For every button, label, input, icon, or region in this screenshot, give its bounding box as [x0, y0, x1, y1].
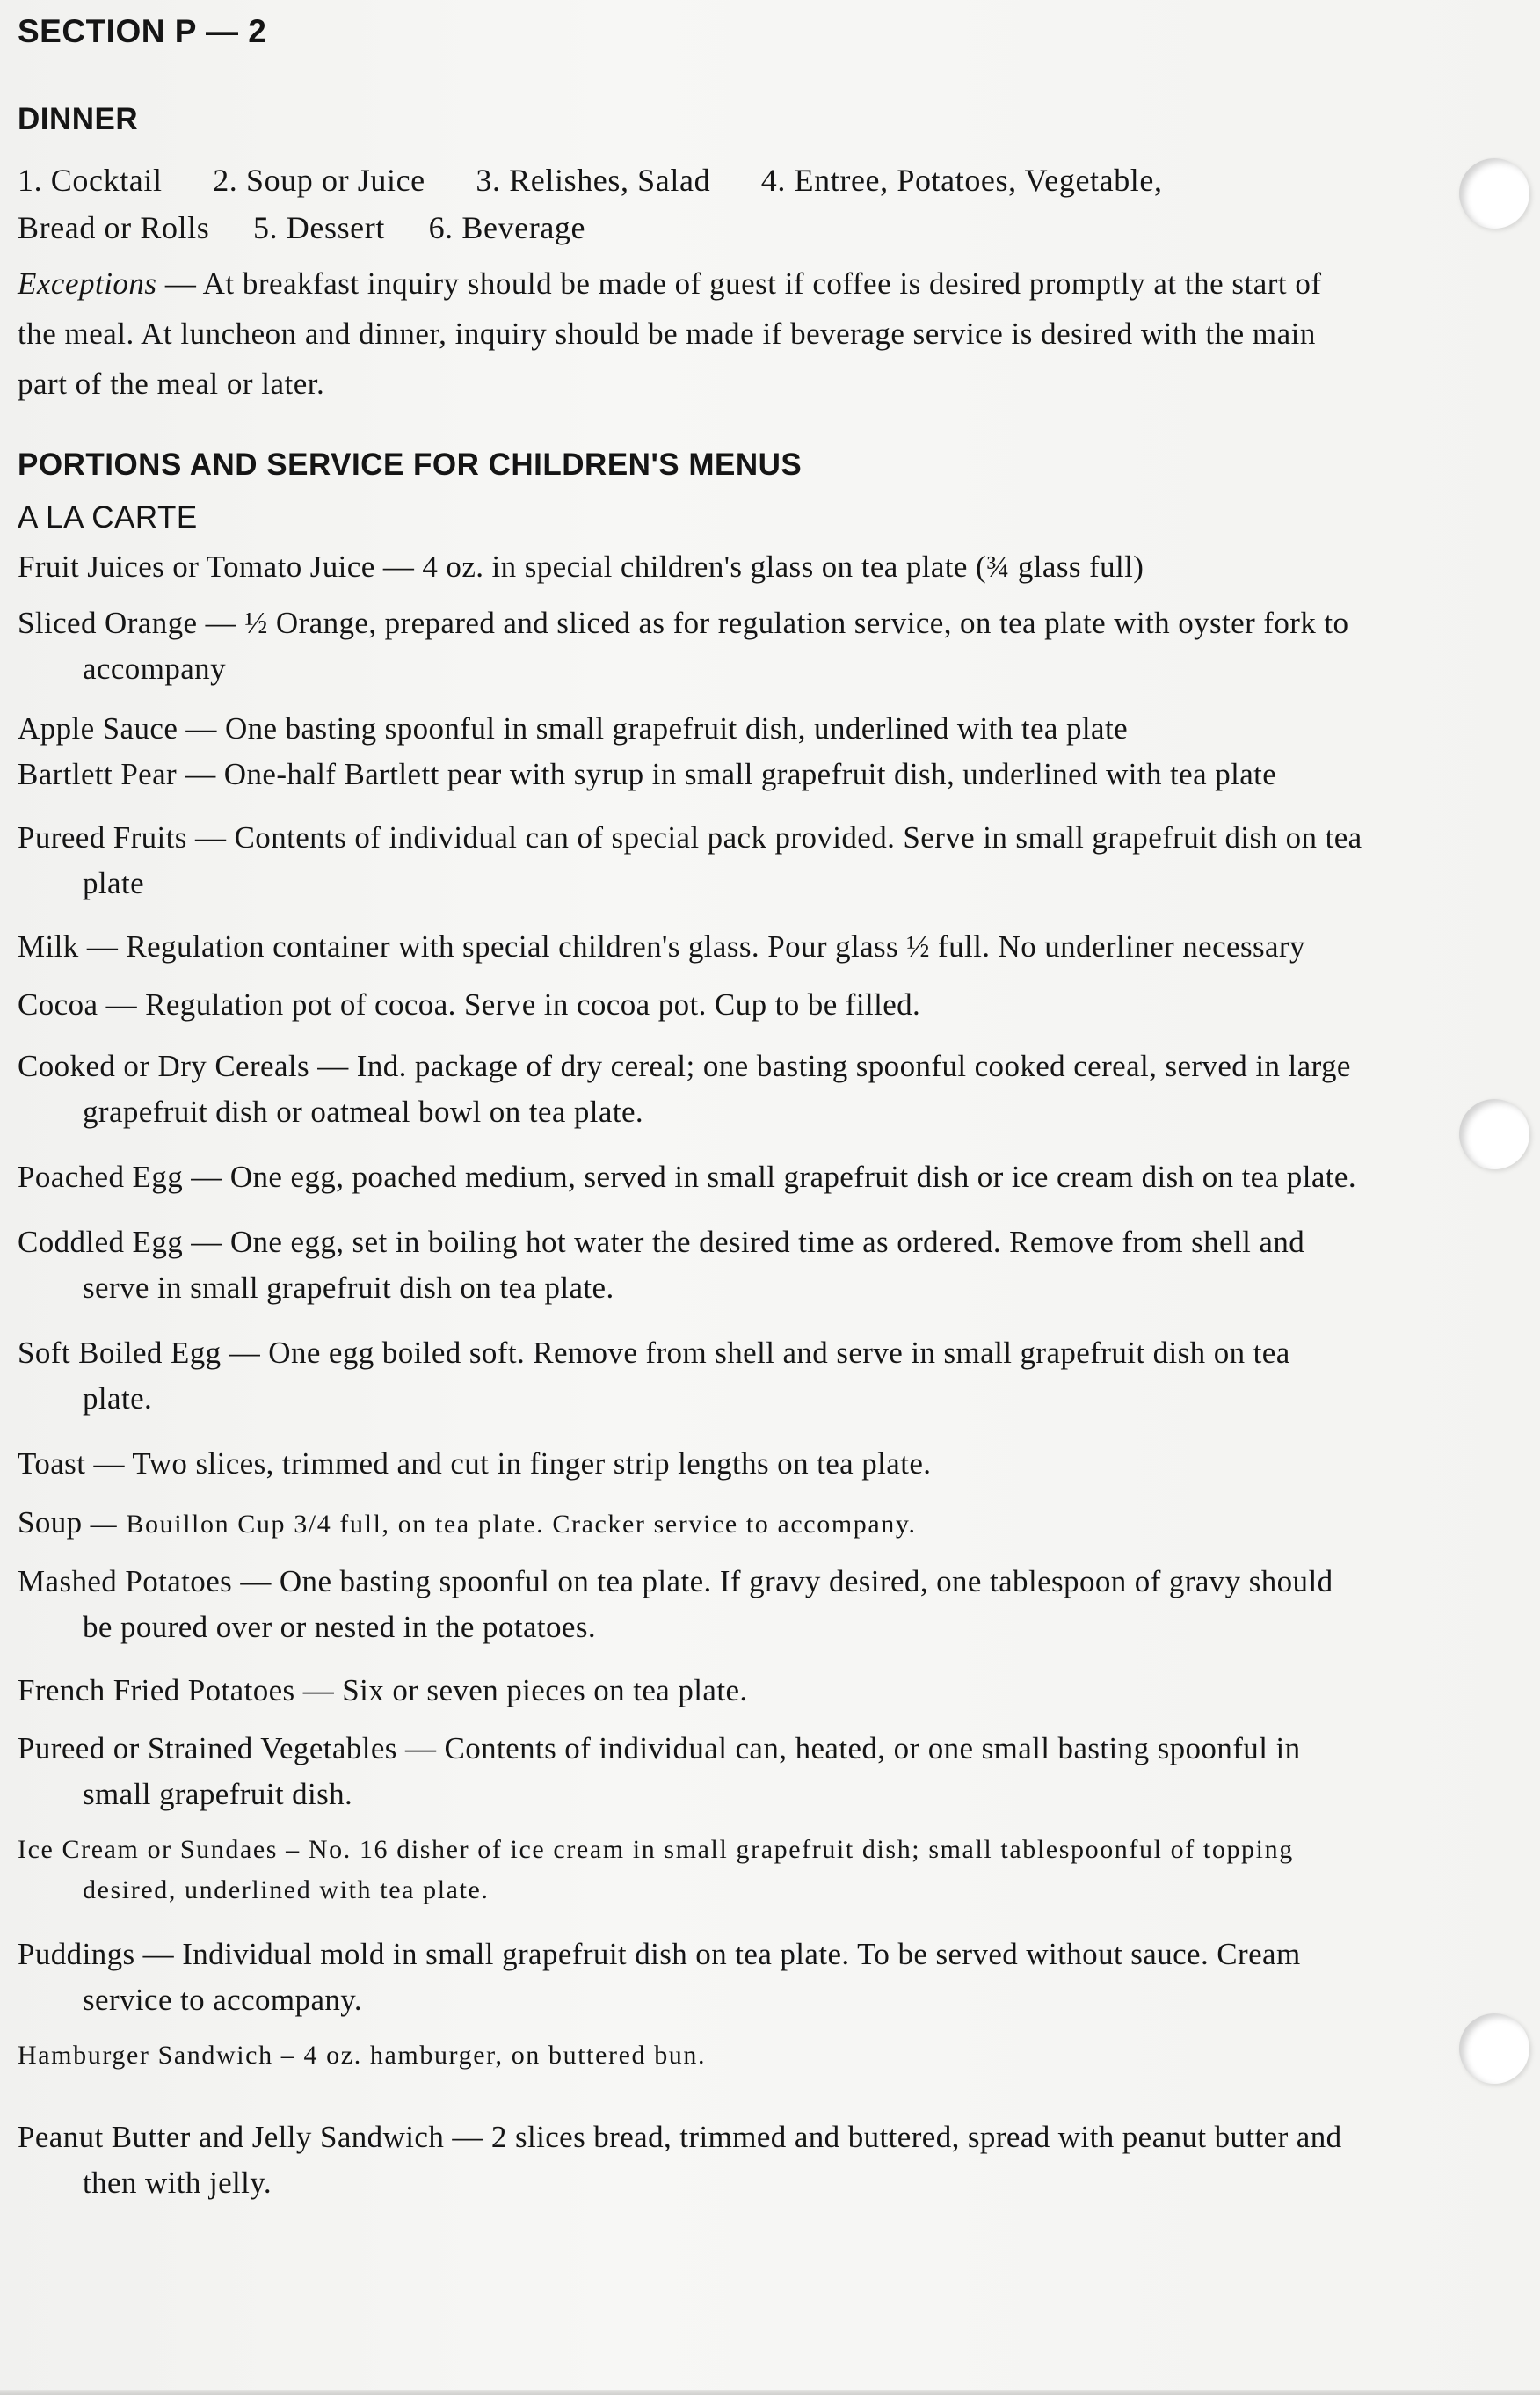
- course-item: 4. Entree, Potatoes, Vegetable,: [760, 163, 1163, 198]
- dinner-heading: DINNER: [18, 102, 139, 136]
- course-item: 5. Dessert: [252, 210, 385, 245]
- course-item: 2. Soup or Juice: [213, 163, 425, 198]
- list-item: Toast — Two slices, trimmed and cut in finger strip lengths on tea plate.: [18, 1446, 932, 1481]
- course-item: 6. Beverage: [428, 210, 586, 245]
- course-item: 3. Relishes, Salad: [476, 163, 711, 198]
- list-item: Sliced Orange — ½ Orange, prepared and sliced as for regulation service, on tea plate with oyster fork to accompany: [18, 606, 1349, 686]
- a-la-carte-subheading: A LA CARTE: [18, 500, 198, 535]
- exceptions-text: — At breakfast inquiry should be made of guest if coffee is desired promptly at the start of the meal. At luncheon and dinner, inquiry should be made if beverage service is desired with the main part of the meal or later.: [18, 266, 1322, 401]
- list-item: Bartlett Pear — One-half Bartlett pear with syrup in small grapefruit dish, underlined with tea plate: [18, 757, 1277, 791]
- list-item: Soft Boiled Egg — One egg boiled soft. Remove from shell and serve in small grapefruit dish on tea plate.: [18, 1336, 1290, 1416]
- course-item: Bread or Rolls: [18, 210, 210, 245]
- list-item: French Fried Potatoes — Six or seven pieces on tea plate.: [18, 1673, 748, 1707]
- list-item: Milk — Regulation container with special children's glass. Pour glass ½ full. No underliner necessary: [18, 929, 1305, 964]
- portion-list: [18, 544, 1362, 2206]
- exceptions-label: Exceptions: [18, 266, 157, 301]
- list-item: Fruit Juices or Tomato Juice — 4 oz. in special children's glass on tea plate (¾ glass full): [18, 550, 1144, 584]
- document-content: [18, 7, 1362, 2206]
- list-item: Pureed or Strained Vegetables — Contents of individual can, heated, or one small basting spoonful in small grapefruit dish.: [18, 1731, 1301, 1811]
- exceptions-paragraph: [18, 258, 1362, 409]
- list-item: Cooked or Dry Cereals — Ind. package of dry cereal; one basting spoonful cooked cereal, served in large grapefruit dish or oatmeal bowl on tea plate.: [18, 1049, 1351, 1129]
- list-item: Coddled Egg — One egg, set in boiling hot water the desired time as ordered. Remove from shell and serve in small grapefruit dish on tea plate.: [18, 1225, 1305, 1305]
- list-item: Soup — Bouillon Cup 3/4 full, on tea plate. Cracker service to accompany.: [18, 1505, 917, 1540]
- section-label: SECTION P — 2: [18, 13, 267, 49]
- page-edge: [0, 2390, 1540, 2395]
- list-item: Cocoa — Regulation pot of cocoa. Serve in cocoa pot. Cup to be filled.: [18, 987, 921, 1022]
- list-item: Hamburger Sandwich – 4 oz. hamburger, on buttered bun.: [18, 2041, 707, 2070]
- list-item: Mashed Potatoes — One basting spoonful on tea plate. If gravy desired, one tablespoon of gravy should be poured over or nested in the potatoes.: [18, 1564, 1333, 1644]
- list-item: Poached Egg — One egg, poached medium, served in small grapefruit dish or ice cream dish on tea plate.: [18, 1160, 1356, 1194]
- punch-hole: [1459, 158, 1529, 229]
- list-item: Peanut Butter and Jelly Sandwich — 2 slices bread, trimmed and buttered, spread with peanut butter and then with jelly.: [18, 2120, 1342, 2200]
- list-item: Pureed Fruits — Contents of individual can of special pack provided. Serve in small grapefruit dish on tea plate: [18, 820, 1362, 900]
- list-item: Apple Sauce — One basting spoonful in small grapefruit dish, underlined with tea plate: [18, 711, 1129, 746]
- list-item: Ice Cream or Sundaes – No. 16 disher of ice cream in small grapefruit dish; small tablespoonful of topping desired, underlined with tea plate.: [18, 1835, 1294, 1904]
- punch-hole: [1459, 1099, 1529, 1169]
- punch-hole: [1459, 2013, 1529, 2084]
- children-menu-heading: PORTIONS AND SERVICE FOR CHILDREN'S MENUS: [18, 448, 803, 482]
- dinner-courses: [18, 157, 1362, 251]
- course-item: 1. Cocktail: [18, 163, 163, 198]
- list-item: Puddings — Individual mold in small grapefruit dish on tea plate. To be served without sauce. Cream service to accompany.: [18, 1937, 1301, 2017]
